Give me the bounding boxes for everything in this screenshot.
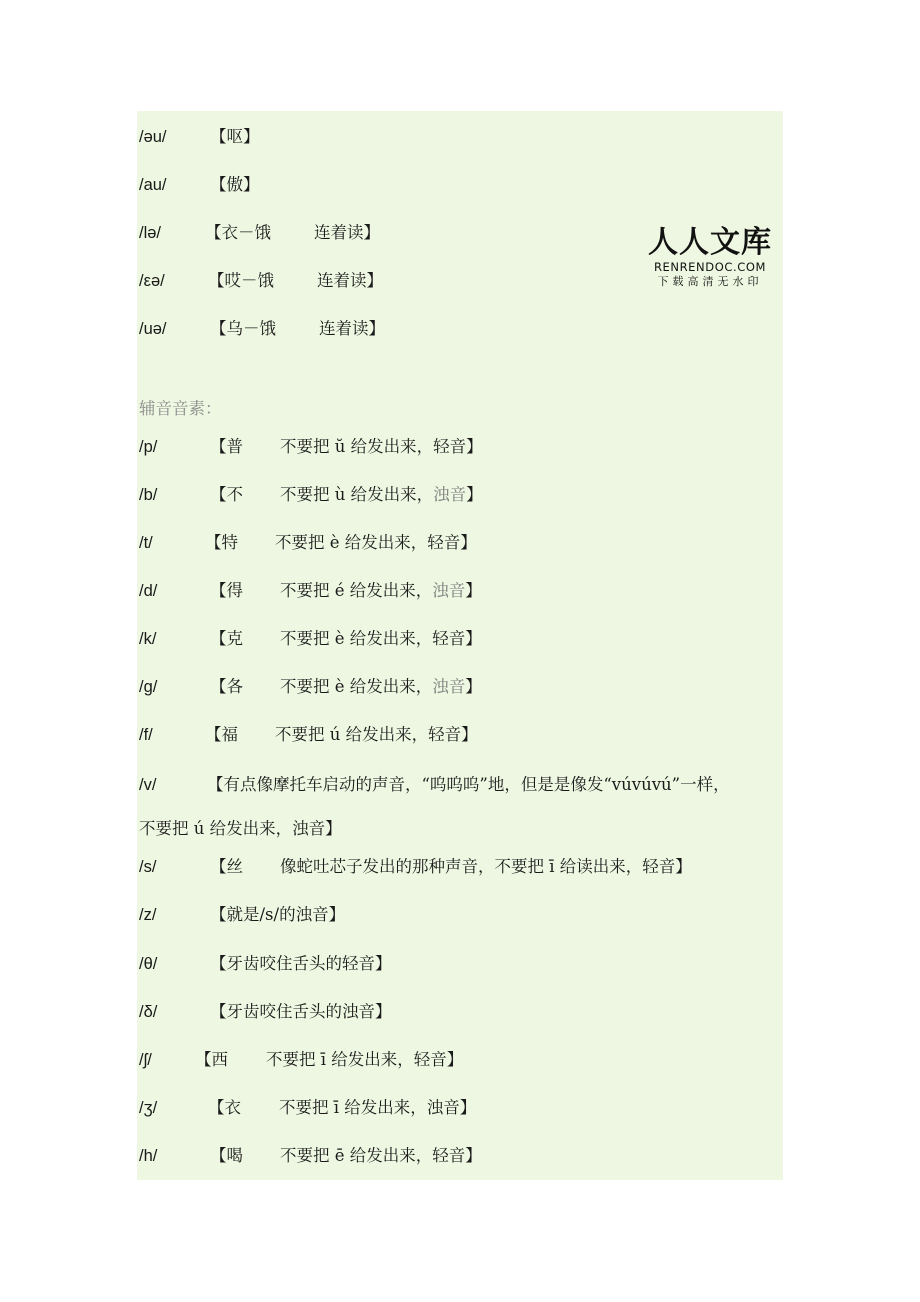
ipa-symbol: /ʃ/ — [139, 1051, 152, 1069]
note-close: 】 — [465, 581, 482, 600]
ipa-symbol: /εə/ — [139, 272, 165, 290]
pronunciation-hint-continued: 不要把 ú 给发出来，浊音】 — [139, 819, 342, 838]
ipa-symbol: /au/ — [139, 176, 167, 194]
note-body: 不要把 ù 给发出来， — [280, 485, 434, 504]
pronunciation-hint: 【哎－饿 — [208, 271, 274, 290]
pronunciation-note: 像蛇吐芯子发出的那种声音，不要把 ī 给读出来，轻音】 — [280, 857, 692, 876]
pronunciation-note — [280, 436, 483, 458]
ipa-symbol: /b/ — [139, 486, 158, 504]
ipa-symbol: /ʒ/ — [139, 1099, 158, 1117]
pronunciation-hint: 【得 — [210, 581, 243, 600]
pronunciation-note — [280, 484, 483, 506]
ipa-symbol: /p/ — [139, 438, 158, 456]
pronunciation-hint: 【乌－饿 — [210, 319, 276, 338]
pronunciation-hint: 【有点像摩托车启动的声音，“呜呜呜”地，但是是像发“vúvúvú”一样， — [207, 775, 730, 794]
pronunciation-hint: 【喝 — [210, 1146, 243, 1165]
ipa-symbol: /uə/ — [139, 320, 167, 338]
pronunciation-note — [275, 724, 478, 746]
note-body: 不要把 ŭ 给发出来， — [280, 437, 434, 456]
note-close: 】 — [465, 677, 482, 696]
pronunciation-hint: 【牙齿咬住舌头的浊音】 — [210, 1002, 392, 1021]
note-body: 不要把 ú 给发出来， — [275, 725, 429, 744]
pronunciation-hint: 【特 — [205, 533, 238, 552]
pronunciation-note: 连着读】 — [319, 319, 385, 338]
pronunciation-hint: 【各 — [210, 677, 243, 696]
note-tail: 轻音】 — [428, 725, 478, 744]
pronunciation-note — [280, 628, 482, 650]
ipa-symbol: /əu/ — [139, 128, 167, 146]
note-body: 不要把 é 给发出来， — [280, 581, 433, 600]
pronunciation-note: 不要把 ī 给发出来，轻音】 — [266, 1050, 464, 1069]
note-tail: 浊音 — [433, 485, 467, 504]
pronunciation-hint: 【西 — [195, 1050, 228, 1069]
pronunciation-hint: 【普 — [210, 437, 243, 456]
pronunciation-hint: 【克 — [210, 629, 243, 648]
logo-tagline: 下载高清无水印 — [657, 275, 763, 288]
pronunciation-hint: 【福 — [205, 725, 238, 744]
pronunciation-hint: 【牙齿咬住舌头的轻音】 — [210, 954, 392, 973]
ipa-symbol: /lə/ — [139, 224, 162, 242]
ipa-symbol: /z/ — [139, 906, 157, 924]
note-tail: 轻音】 — [433, 437, 483, 456]
ipa-symbol: /k/ — [139, 630, 157, 648]
pronunciation-hint: 【不 — [210, 485, 243, 504]
note-tail: 轻音】 — [432, 629, 482, 648]
pronunciation-note: 不要把 ī 给发出来，浊音】 — [279, 1098, 477, 1117]
ipa-symbol: /t/ — [139, 534, 153, 552]
note-close: 】 — [466, 485, 483, 504]
logo-title: 人人文库 — [648, 225, 772, 260]
note-body: 不要把 è 给发出来， — [280, 677, 433, 696]
pronunciation-note: 不要把 ē 给发出来，轻音】 — [280, 1146, 482, 1165]
pronunciation-hint: 【丝 — [210, 857, 243, 876]
watermark-logo — [647, 226, 773, 289]
pronunciation-note — [280, 676, 482, 698]
pronunciation-note — [280, 580, 482, 602]
pronunciation-note — [275, 532, 477, 554]
pronunciation-note: 连着读】 — [314, 223, 380, 242]
note-tail: 浊音 — [432, 581, 466, 600]
note-tail: 浊音 — [432, 677, 466, 696]
pronunciation-hint: 【就是/s/的浊音】 — [210, 905, 346, 924]
ipa-symbol: /v/ — [139, 776, 157, 794]
section-heading: 辅音音素： — [139, 399, 222, 418]
ipa-symbol: /θ/ — [139, 955, 158, 973]
ipa-symbol: /δ/ — [139, 1003, 158, 1021]
note-tail: 轻音】 — [427, 533, 477, 552]
ipa-symbol: /s/ — [139, 858, 157, 876]
note-body: 不要把 è 给发出来， — [275, 533, 428, 552]
ipa-symbol: /h/ — [139, 1147, 158, 1165]
pronunciation-hint: 【呕】 — [210, 127, 260, 146]
pronunciation-hint: 【傲】 — [210, 175, 260, 194]
pronunciation-note: 连着读】 — [317, 271, 383, 290]
pronunciation-hint: 【衣－饿 — [205, 223, 271, 242]
note-body: 不要把 è 给发出来， — [280, 629, 433, 648]
pronunciation-hint: 【衣 — [208, 1098, 241, 1117]
logo-url: RENRENDOC.COM — [653, 260, 767, 274]
ipa-symbol: /d/ — [139, 582, 158, 600]
ipa-symbol: /g/ — [139, 678, 158, 696]
ipa-symbol: /f/ — [139, 726, 153, 744]
